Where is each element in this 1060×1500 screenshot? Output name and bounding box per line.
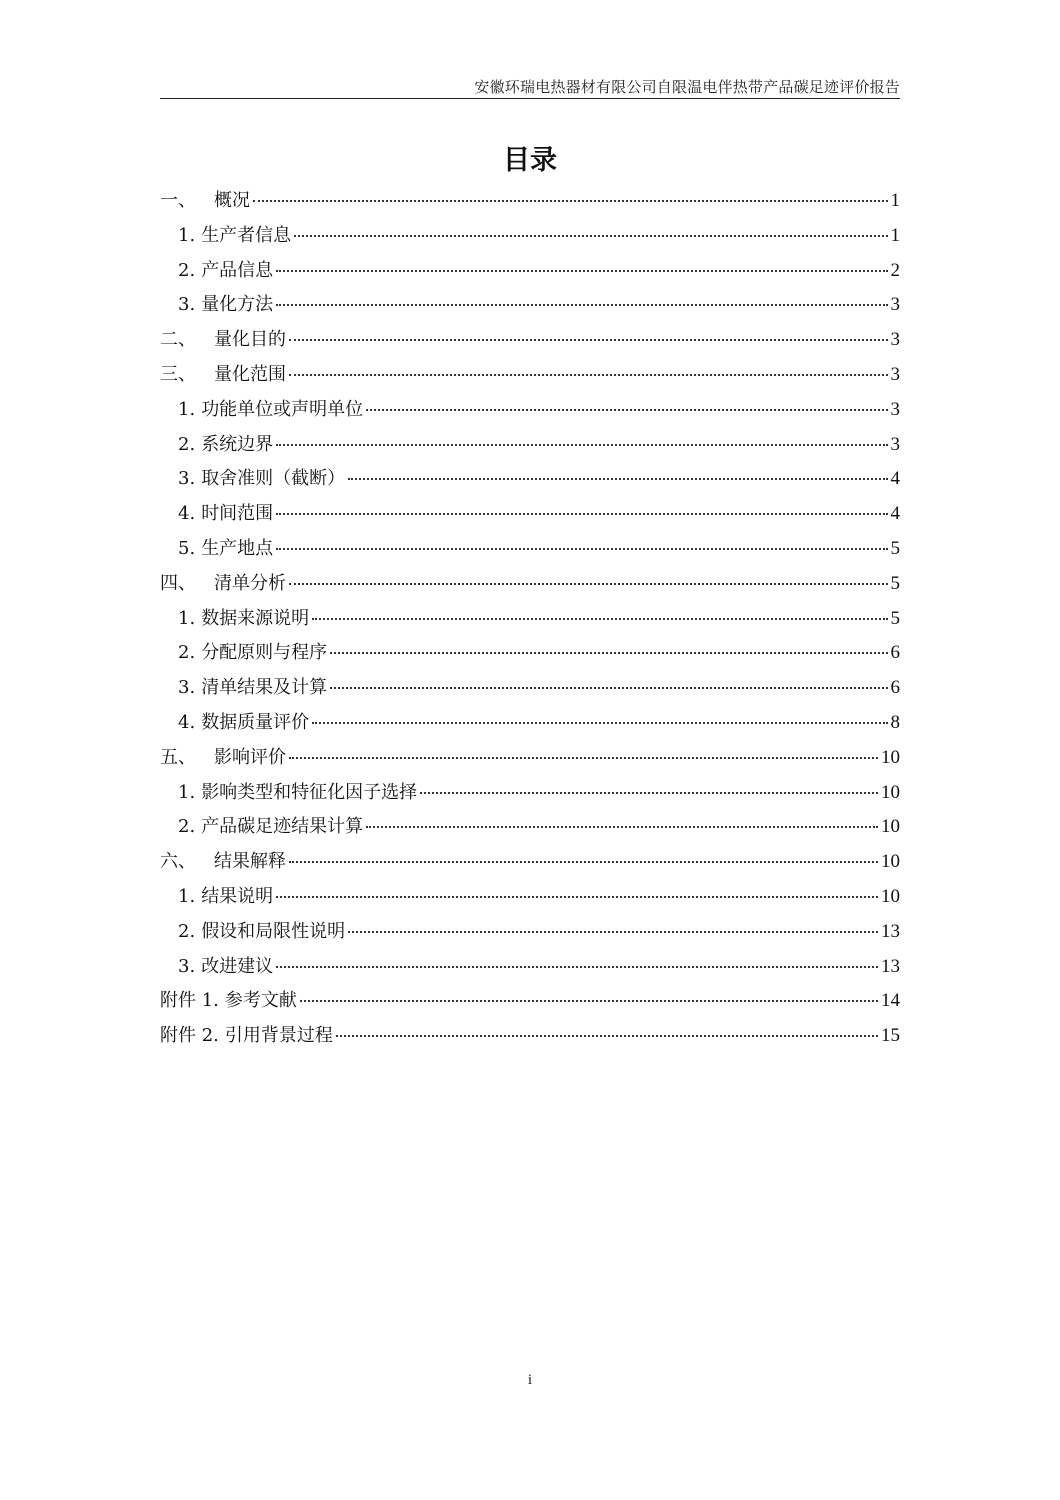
- toc-entry-number: 4.: [178, 711, 196, 733]
- toc-entry-number: 六、: [160, 851, 196, 873]
- toc-entry-number: 四、: [160, 572, 196, 594]
- dot-leader: [294, 235, 887, 237]
- toc-entry-page: 3: [890, 329, 900, 351]
- toc-entry-page: 8: [890, 711, 900, 733]
- toc-entry-number: 二、: [160, 329, 196, 351]
- toc-entry-page: 13: [881, 920, 900, 942]
- toc-entry[interactable]: [160, 810, 900, 845]
- dot-leader: [366, 826, 878, 828]
- toc-entry-number: 附件 2.: [160, 1025, 219, 1047]
- toc-entry-number: 2.: [178, 920, 196, 942]
- toc-entry-page: 10: [881, 851, 900, 873]
- dot-leader: [330, 687, 887, 689]
- toc-entry-number: 3.: [178, 955, 196, 977]
- dot-leader: [289, 339, 888, 341]
- toc-entry-label: 改进建议: [201, 955, 274, 977]
- toc-entry-page: 5: [890, 537, 900, 559]
- toc-entry-label: 假设和局限性说明: [201, 920, 346, 942]
- toc-entry[interactable]: [160, 636, 900, 671]
- toc-entry-number: 5.: [178, 537, 196, 559]
- dot-leader: [276, 444, 887, 446]
- toc-entry-label: 功能单位或声明单位: [201, 398, 364, 420]
- toc-entry-label: 数据质量评价: [201, 711, 310, 733]
- toc-entry-label: 分配原则与程序: [201, 642, 328, 664]
- toc-entry-page: 3: [890, 433, 900, 455]
- toc-entry-label: 清单分析: [214, 572, 286, 594]
- toc-entry[interactable]: [160, 602, 900, 637]
- toc-entry-number: 五、: [160, 746, 196, 768]
- toc-entry-label: 产品信息: [201, 259, 274, 281]
- toc-entry-label: 量化目的: [214, 329, 286, 351]
- dot-leader: [276, 270, 887, 272]
- toc-entry[interactable]: [160, 532, 900, 567]
- toc-entry-page: 1: [890, 224, 900, 246]
- toc-entry-page: 14: [881, 990, 900, 1012]
- toc-entry[interactable]: [160, 219, 900, 254]
- toc-entry-page: 5: [890, 607, 900, 629]
- toc-entry-number: 3.: [178, 294, 196, 316]
- toc-entry-label: 概况: [214, 190, 250, 211]
- toc-entry[interactable]: [160, 184, 900, 219]
- toc-entry-label: 影响评价: [214, 746, 286, 768]
- dot-leader: [289, 757, 878, 759]
- dot-leader: [330, 652, 887, 654]
- toc-entry-number: 三、: [160, 363, 196, 385]
- toc-entry[interactable]: [160, 323, 900, 358]
- toc-entry-page: 6: [890, 677, 900, 699]
- dot-leader: [348, 478, 887, 480]
- toc-entry-page: 10: [881, 885, 900, 907]
- toc-entry-label: 引用背景过程: [224, 1025, 333, 1047]
- toc-entry-number: 1.: [178, 224, 196, 246]
- toc-entry-label: 影响类型和特征化因子选择: [201, 781, 418, 803]
- toc-entry[interactable]: [160, 671, 900, 706]
- toc-title: 目录: [503, 145, 557, 176]
- toc-entry-page: 3: [890, 294, 900, 316]
- toc-entry-appendix[interactable]: [160, 984, 900, 1019]
- toc-entry-number: 2.: [178, 642, 196, 664]
- running-header: 安徽环瑞电热器材有限公司自限温电伴热带产品碳足迹评价报告: [474, 78, 900, 96]
- toc-entry[interactable]: [160, 393, 900, 428]
- toc-entry-label: 结果说明: [201, 885, 274, 907]
- toc-entry-page: 1: [890, 190, 900, 211]
- toc-entry[interactable]: [160, 497, 900, 532]
- toc-entry-number: 附件 1.: [160, 990, 219, 1012]
- toc-entry[interactable]: [160, 428, 900, 463]
- toc-entry-label: 时间范围: [201, 503, 274, 525]
- toc-entry[interactable]: [160, 254, 900, 289]
- dot-leader: [276, 304, 887, 306]
- toc-entry-label: 系统边界: [201, 433, 274, 455]
- toc-entry[interactable]: [160, 915, 900, 950]
- dot-leader: [276, 896, 878, 898]
- toc-entry-page: 4: [890, 503, 900, 525]
- toc-entry-label: 数据来源说明: [201, 607, 310, 629]
- toc-entry-number: 2.: [178, 433, 196, 455]
- dot-leader: [253, 200, 888, 202]
- toc-entry-label: 产品碳足迹结果计算: [201, 816, 364, 838]
- toc-entry[interactable]: [160, 741, 900, 776]
- toc-entry-page: 5: [890, 572, 900, 594]
- toc-entry-number: 1.: [178, 607, 196, 629]
- dot-leader: [289, 861, 878, 863]
- toc-entry-label: 清单结果及计算: [201, 677, 328, 699]
- toc-entry-label: 生产地点: [201, 537, 274, 559]
- toc-entry-number: 一、: [160, 190, 196, 211]
- toc-entry-label: 结果解释: [214, 851, 286, 873]
- toc-entry[interactable]: [160, 776, 900, 811]
- toc-entry-label: 生产者信息: [201, 224, 292, 246]
- dot-leader: [276, 966, 878, 968]
- toc-entry-number: 1.: [178, 781, 196, 803]
- toc-entry-appendix[interactable]: [160, 1019, 900, 1054]
- toc-entry[interactable]: [160, 358, 900, 393]
- toc-entry-number: 2.: [178, 816, 196, 838]
- toc-entry[interactable]: [160, 845, 900, 880]
- toc-entry[interactable]: [160, 950, 900, 985]
- toc-entry[interactable]: [160, 880, 900, 915]
- dot-leader: [312, 722, 887, 724]
- dot-leader: [276, 513, 887, 515]
- dot-leader: [312, 618, 887, 620]
- dot-leader: [366, 409, 887, 411]
- toc-entry[interactable]: [160, 288, 900, 323]
- dot-leader: [276, 548, 887, 550]
- toc-entry-label: 取舍准则（截断）: [201, 468, 346, 490]
- table-of-contents: [160, 184, 900, 1054]
- toc-entry-label: 参考文献: [224, 990, 297, 1012]
- toc-entry-page: 6: [890, 642, 900, 664]
- toc-entry-number: 2.: [178, 259, 196, 281]
- toc-entry-page: 3: [890, 398, 900, 420]
- toc-entry-page: 15: [881, 1025, 900, 1047]
- toc-entry-number: 3.: [178, 468, 196, 490]
- dot-leader: [289, 583, 888, 585]
- page-number: i: [527, 1372, 533, 1388]
- header-divider: [160, 98, 900, 99]
- toc-entry-number: 1.: [178, 885, 196, 907]
- toc-entry-page: 10: [881, 781, 900, 803]
- toc-entry[interactable]: [160, 706, 900, 741]
- toc-entry-number: 4.: [178, 503, 196, 525]
- toc-entry-page: 10: [881, 746, 900, 768]
- toc-entry-page: 2: [890, 259, 900, 281]
- toc-entry-label: 量化方法: [201, 294, 274, 316]
- toc-entry-page: 13: [881, 955, 900, 977]
- toc-entry-page: 4: [890, 468, 900, 490]
- dot-leader: [348, 931, 878, 933]
- dot-leader: [420, 792, 878, 794]
- toc-entry-page: 3: [890, 363, 900, 385]
- toc-entry[interactable]: [160, 462, 900, 497]
- toc-entry-number: 1.: [178, 398, 196, 420]
- toc-entry-number: 3.: [178, 677, 196, 699]
- toc-entry-label: 量化范围: [214, 363, 286, 385]
- toc-entry[interactable]: [160, 567, 900, 602]
- dot-leader: [300, 1000, 878, 1002]
- dot-leader: [289, 374, 888, 376]
- toc-entry-page: 10: [881, 816, 900, 838]
- dot-leader: [336, 1035, 878, 1037]
